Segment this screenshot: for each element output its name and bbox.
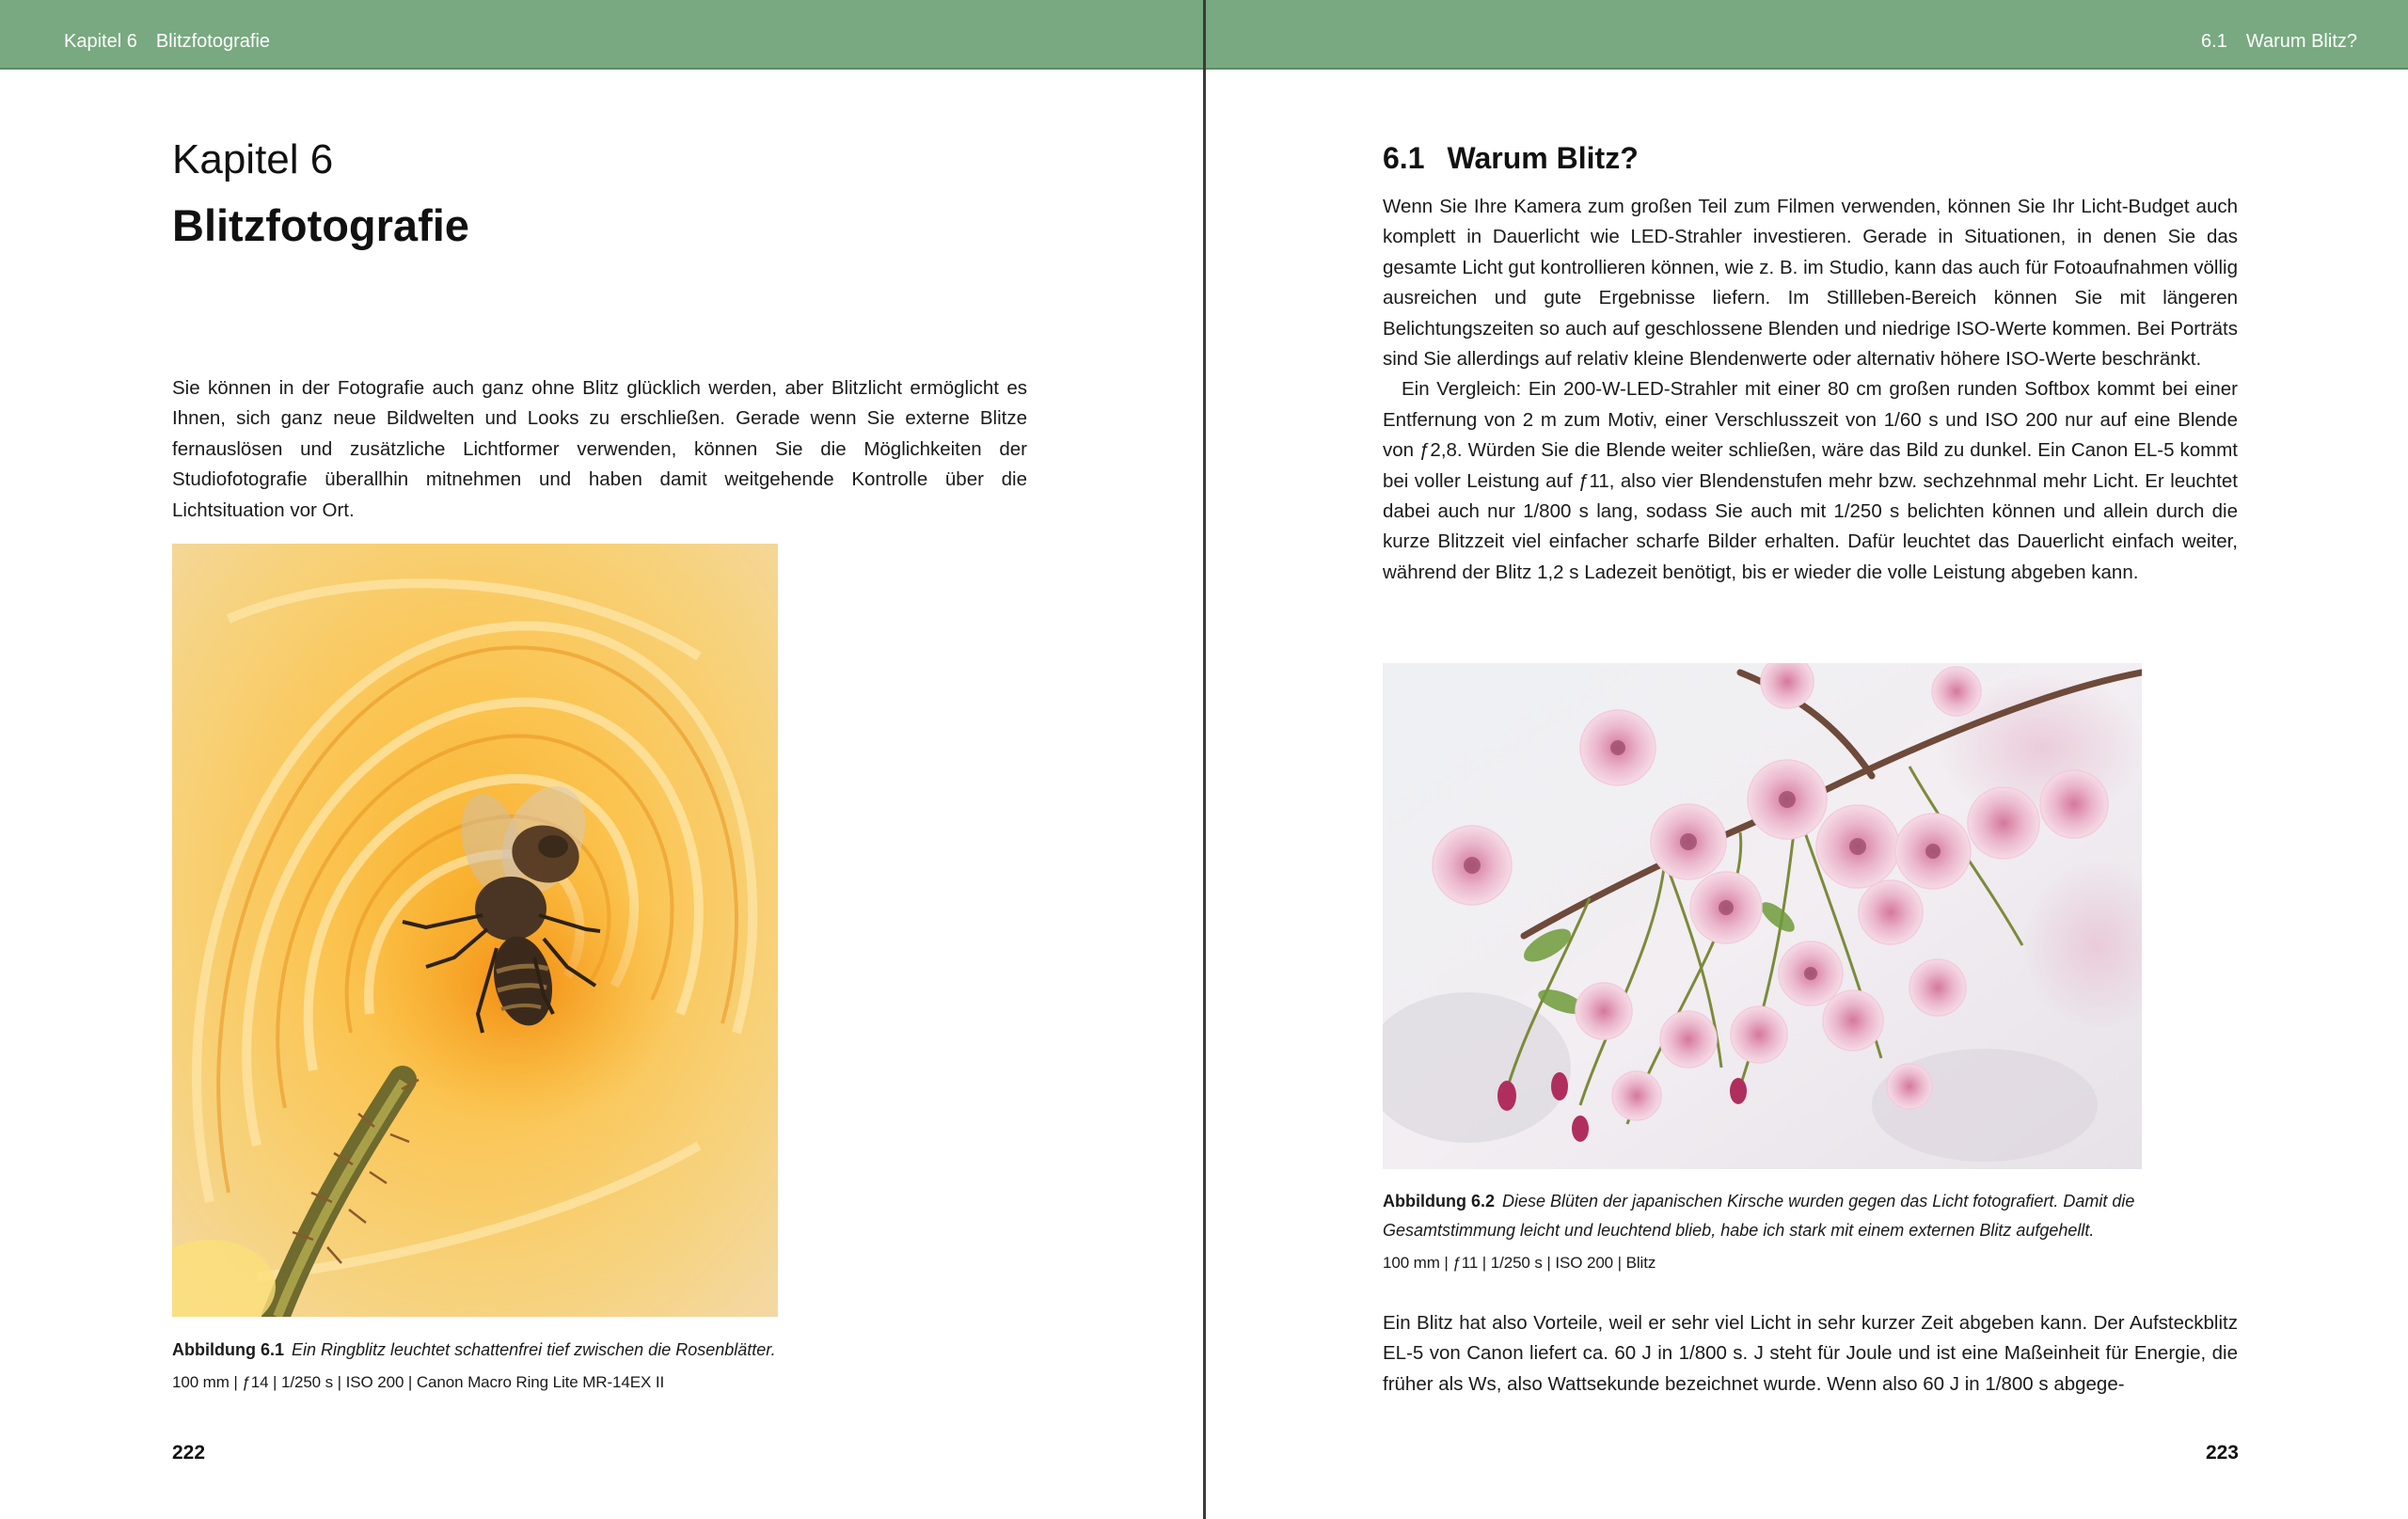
cherry-blossom-image <box>1383 663 2142 1169</box>
running-head-section-title: Warum Blitz? <box>2245 31 2357 52</box>
chapter-title: Blitzfotografie <box>172 200 469 250</box>
intro-text: Sie können in der Fotografie auch ganz ohne Blitz glücklich werden, aber Blitzlicht ermöglicht es Ihnen, sich ganz neue Bildwelten und Looks zu erschließen. Gerade wenn Sie externe Blitze fernauslösen und zusätzliche Lichtformer verwenden, können Sie die Möglichkeiten der Studiofotografie überallhin mitnehmen und haben damit weitgehende Kontrolle über die Lichtsituation vor Ort. <box>172 377 1027 521</box>
body-paragraph-bottom <box>1383 1308 2238 1400</box>
intro-paragraph <box>172 373 1027 526</box>
figure-6-1-caption <box>172 1336 1019 1365</box>
figure-6-1-meta: 100 mm | ƒ14 | 1/250 s | ISO 200 | Canon Macro Ring Lite MR-14EX II <box>172 1373 665 1391</box>
cherry-blossom-photo <box>1383 663 2142 1169</box>
running-head-left <box>64 31 270 53</box>
rose-bee-photo <box>172 544 778 1317</box>
running-head-title: Blitzfotografie <box>155 31 271 52</box>
body-paragraphs-top <box>1383 192 2238 588</box>
page-number-left: 222 <box>172 1442 206 1464</box>
running-head-bar <box>1206 0 2408 70</box>
figure-label: Abbildung 6.1 <box>172 1340 284 1359</box>
running-head-right <box>2201 31 2357 53</box>
section-heading <box>1383 141 1639 176</box>
rose-bee-image <box>172 544 778 1317</box>
paragraph-3: Ein Blitz hat also Vorteile, weil er sehr viel Licht in sehr kurzer Zeit abgeben kann. Der Aufsteckblitz EL-5 von Canon liefert ca. 60 J in 1/800 s. J steht für Joule und ist eine Maßeinheit für Energie, die früher als Ws, also Wattsekunde bezeichnet wurde. Wenn also 60 J in 1/800 s abgege- <box>1383 1312 2238 1395</box>
running-head-section-number: 6.1 <box>2201 31 2227 52</box>
figure-6-2-caption <box>1383 1187 2229 1245</box>
running-head-bar <box>0 0 1204 70</box>
page-number-right: 223 <box>2205 1442 2239 1464</box>
paragraph-1: Wenn Sie Ihre Kamera zum großen Teil zum Filmen verwenden, können Sie Ihr Licht-Budget auch komplett in Dauerlicht wie LED-Strahler investieren. Gerade in Situationen, in denen Sie das gesamte Licht gut kontrollieren können, wie z. B. im Studio, kann das auch für Fotoaufnahmen völlig ausreichen und gute Ergebnisse liefern. Im Stillleben-Bereich können Sie mit längeren Belichtungszeiten so auch auf geschlossene Blenden und niedrige ISO-Werte kommen. Bei Porträts sind Sie allerdings auf relativ kleine Blendenwerte oder alternativ höhere ISO-Werte beschränkt. <box>1383 196 2238 371</box>
section-number: 6.1 <box>1383 141 1425 175</box>
figure-caption-text: Ein Ringblitz leuchtet schattenfrei tief zwischen die Rosenblätter. <box>292 1340 776 1359</box>
right-page <box>1206 0 2408 1519</box>
running-head-chapter: Kapitel 6 <box>64 31 137 52</box>
figure-6-2-meta: 100 mm | ƒ11 | 1/250 s | ISO 200 | Blitz <box>1383 1254 1656 1272</box>
figure-label: Abbildung 6.2 <box>1383 1192 1495 1210</box>
figure-caption-text: Diese Blüten der japanischen Kirsche wurden gegen das Licht fotografiert. Damit die Gesamtstimmung leicht und leuchtend blieb, habe ich stark mit einem externen Blitz aufgehellt. <box>1383 1192 2135 1240</box>
section-title: Warum Blitz? <box>1447 141 1639 175</box>
paragraph-2: Ein Vergleich: Ein 200-W-LED-Strahler mit einer 80 cm großen runden Softbox kommt bei einer Entfernung von 2 m zum Motiv, einer Verschlusszeit von 1/60 s und ISO 200 nur auf eine Blende von ƒ2,8. Würden Sie die Blende weiter schließen, wäre das Bild zu dunkel. Ein Canon EL-5 kommt bei voller Leistung auf ƒ11, also vier Blendenstufen mehr bzw. sechzehnmal mehr Licht. Er leuchtet dabei auch nur 1/800 s lang, sodass Sie auch mit 1/250 s belichten können und allein durch die kurze Blitzzeit viel einfacher scharfe Bilder erhalten. Dafür leuchtet das Dauerlicht einfach weiter, während der Blitz 1,2 s Ladezeit benötigt, bis er wieder die volle Leistung abgeben kann. <box>1383 378 2238 583</box>
chapter-label: Kapitel 6 <box>172 136 334 182</box>
